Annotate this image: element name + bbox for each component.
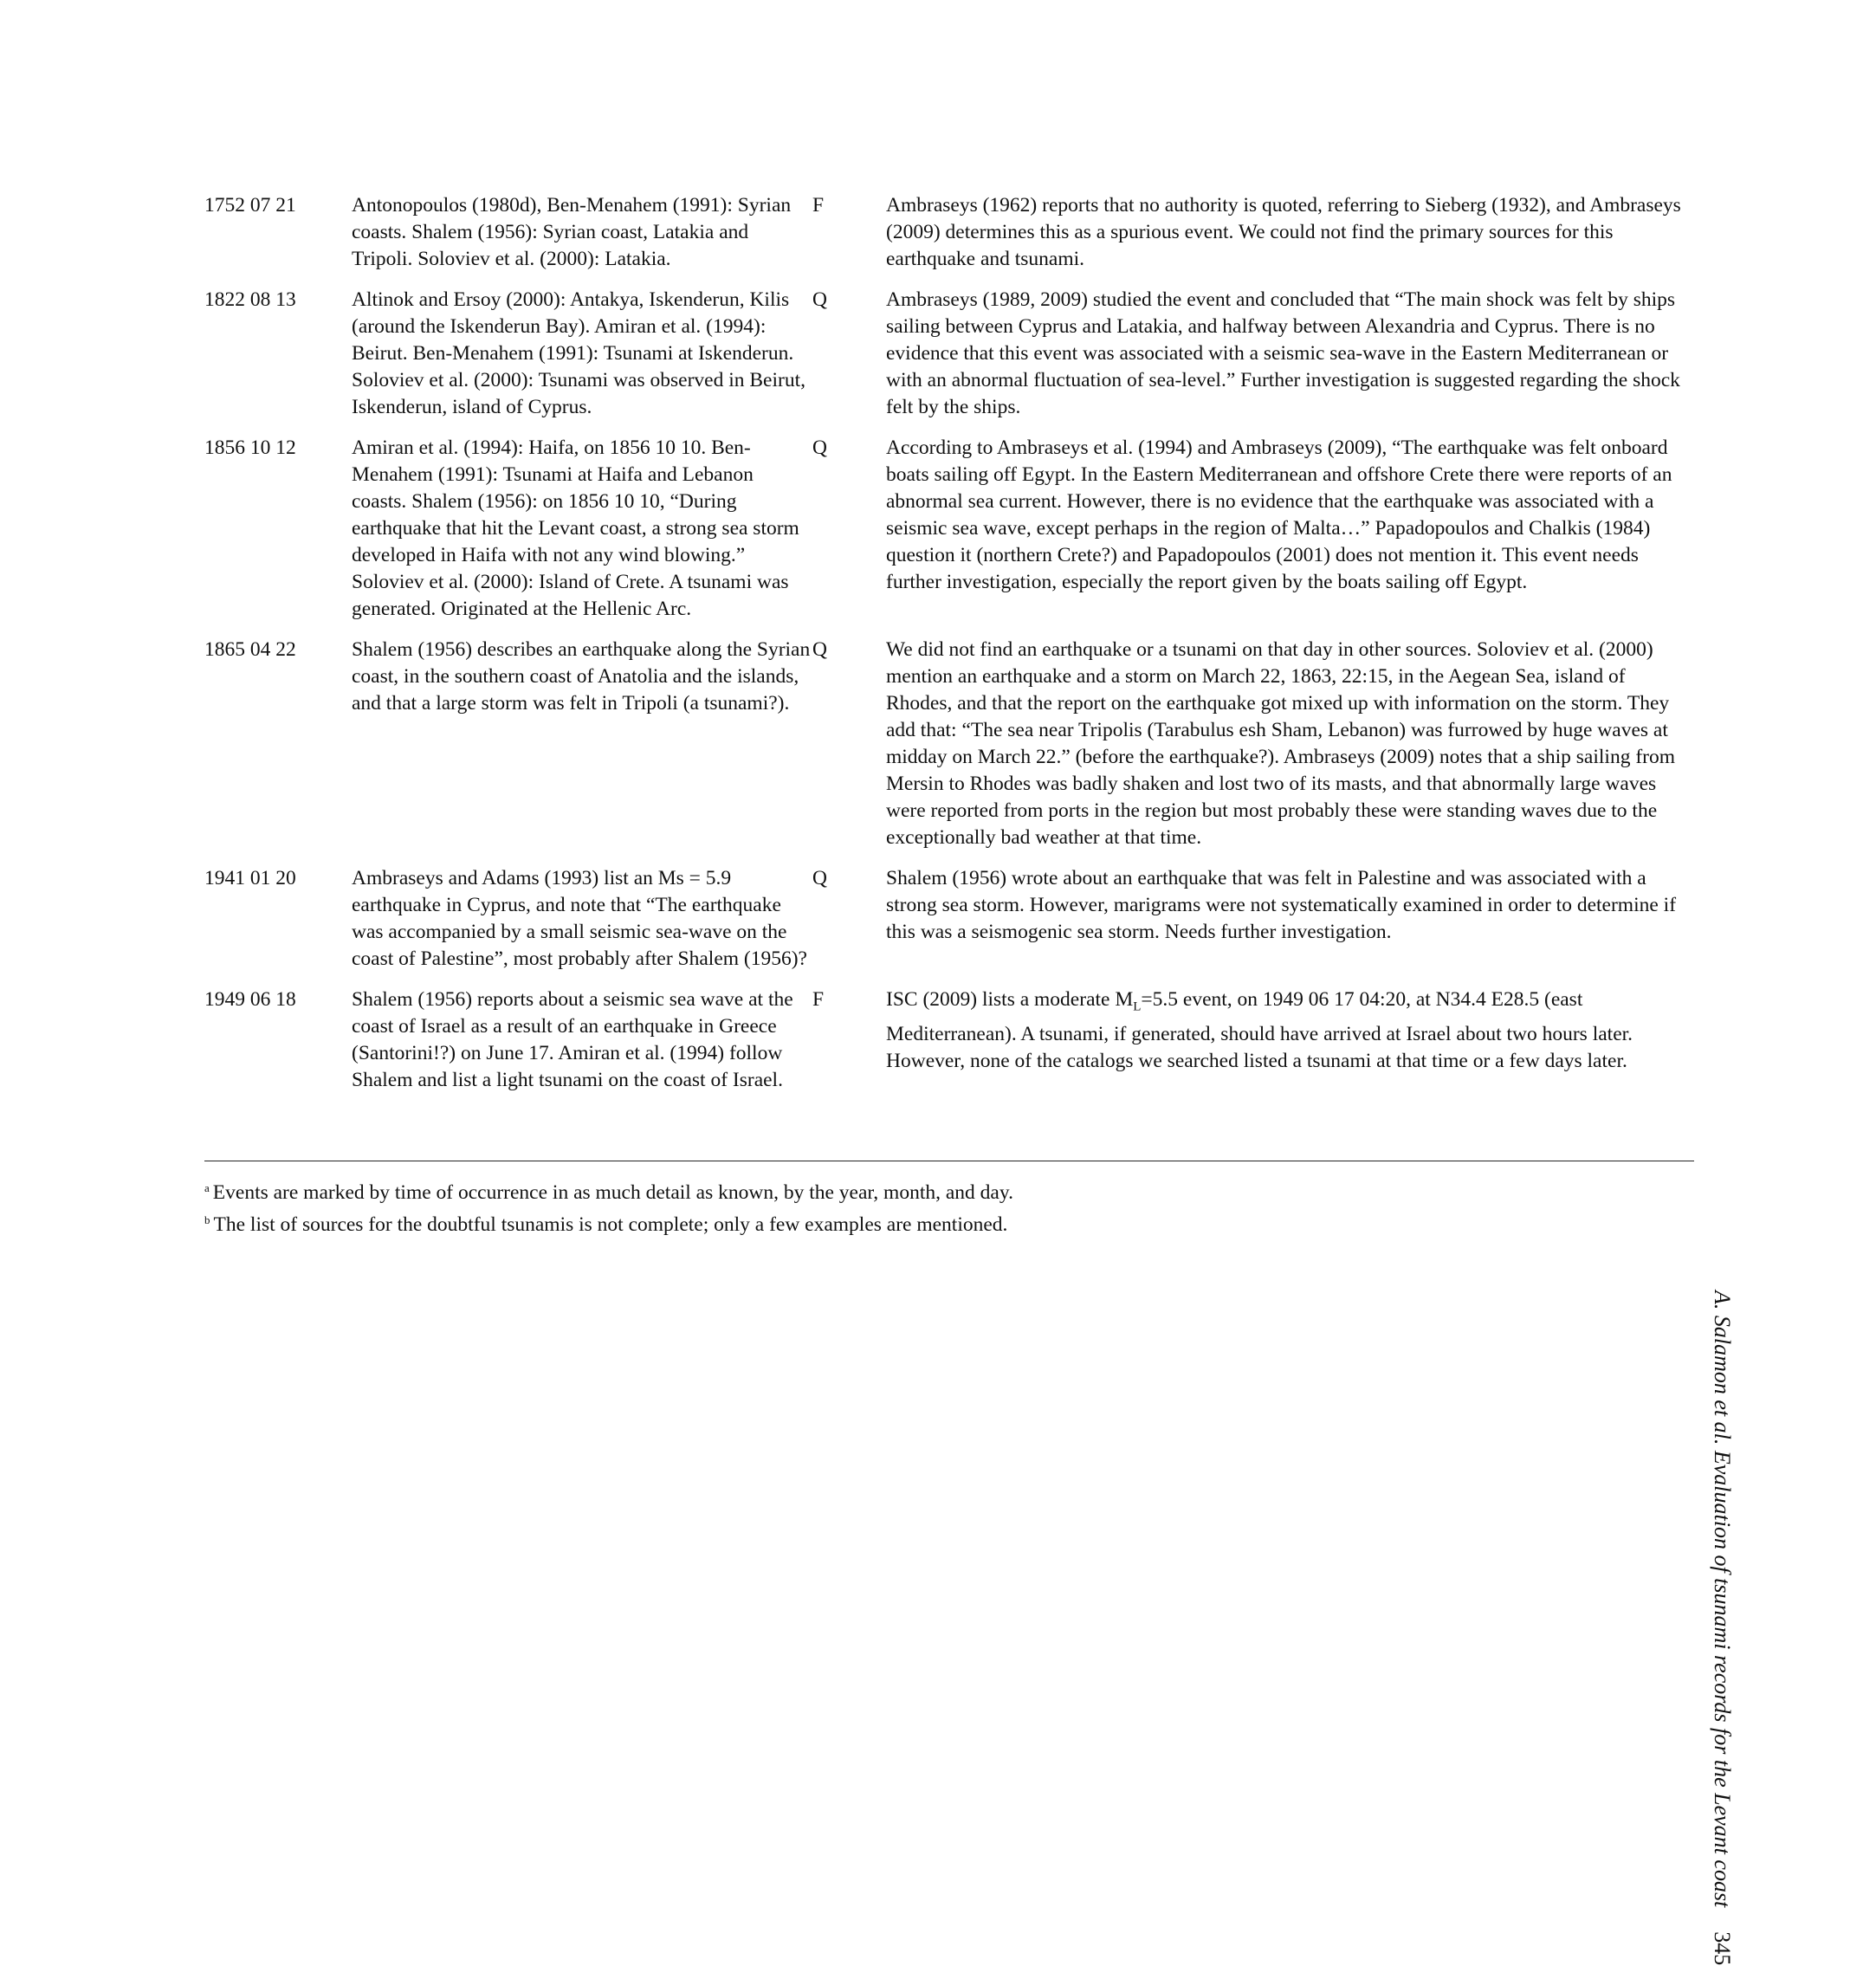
event-date: 1865 04 22 xyxy=(204,638,296,661)
event-code: Q xyxy=(812,867,827,889)
event-code: F xyxy=(812,194,825,217)
event-date: 1941 01 20 xyxy=(204,867,296,889)
table-row xyxy=(204,986,1694,1094)
table-row xyxy=(204,637,1694,851)
running-head xyxy=(1709,1290,1735,1966)
event-code: Q xyxy=(812,437,827,459)
event-sources: Amiran et al. (1994): Haifa, on 1856 10 10. Ben-Menahem (1991): Tsunami at Haifa and Lebanon coasts. Shalem (1956): on 1856 10 10, “During earthquake that hit the Levant coast, a strong sea storm developed in Haifa with not any wind blowing.” Soloviev et al. (2000): Island of Crete. A tsunami was generated. Originated at the Hellenic Arc. xyxy=(352,437,799,620)
table-row xyxy=(204,287,1694,421)
event-sources: Altinok and Ersoy (2000): Antakya, Iskenderun, Kilis (around the Iskenderun Bay). Amiran et al. (1994): Beirut. Ben-Menahem (1991): Tsunami at Iskenderun. Soloviev et al. (2000): Tsunami was observed in Beirut, Iskenderun, island of Cyprus. xyxy=(352,288,805,418)
event-sources: Shalem (1956) describes an earthquake along the Syrian coast, in the southern coast of Anatolia and the islands, and that a large storm was felt in Tripoli (a tsunami?). xyxy=(352,638,811,715)
footnote-b xyxy=(204,1206,1694,1238)
event-code: Q xyxy=(812,638,827,661)
event-date: 1752 07 21 xyxy=(204,194,296,217)
event-sources: Ambraseys and Adams (1993) list an Ms = 5.9 earthquake in Cyprus, and note that “The earthquake was accompanied by a small seismic sea-wave on the coast of Palestine”, most probably after Shalem (1956)? xyxy=(352,867,807,970)
table-row xyxy=(204,435,1694,623)
table-row xyxy=(204,865,1694,973)
event-note xyxy=(886,986,1692,1075)
table-row xyxy=(204,192,1694,273)
footnote-text: Events are marked by time of occurrence in as much detail as known, by the year, month, and day. xyxy=(212,1181,1013,1204)
footnote-text: The list of sources for the doubtful tsunamis is not complete; only a few examples are mentioned. xyxy=(213,1213,1008,1236)
event-note: Ambraseys (1962) reports that no authority is quoted, referring to Sieberg (1932), and Ambraseys (2009) determines this as a spurious event. We could not find the primary sources for this earthquake and tsunami. xyxy=(886,194,1681,270)
event-sources: Antonopoulos (1980d), Ben-Menahem (1991): Syrian coasts. Shalem (1956): Syrian coast, Latakia and Tripoli. Soloviev et al. (2000): Latakia. xyxy=(352,194,792,270)
event-note: Shalem (1956) wrote about an earthquake that was felt in Palestine and was associated with a strong sea storm. However, marigrams were not systematically examined in order to determine if this was a seismogenic sea storm. Needs further investigation. xyxy=(886,867,1677,943)
note-text-post: =5.5 event, on 1949 06 17 04:20, at N34.4 E28.5 (east Mediterranean). A tsunami, if generated, should have arrived at Israel about two hours later. However, none of the catalogs we searched listed a tsunami at that time or a few days later. xyxy=(886,988,1633,1072)
tsunami-table xyxy=(204,192,1694,1108)
event-date: 1949 06 18 xyxy=(204,988,296,1011)
footnote-mark: a xyxy=(204,1181,210,1194)
running-head-title: A. Salamon et al. Evaluation of tsunami records for the Levant coast xyxy=(1710,1290,1735,1908)
footnote-a xyxy=(204,1174,1694,1206)
event-sources: Shalem (1956) reports about a seismic sea wave at the coast of Israel as a result of an earthquake in Greece (Santorini!?) on June 17. Amiran et al. (1994) follow Shalem and list a light tsunami on the coast of Israel. xyxy=(352,988,793,1091)
event-code: F xyxy=(812,988,825,1011)
event-note: According to Ambraseys et al. (1994) and Ambraseys (2009), “The earthquake was felt onboard boats sailing off Egypt. In the Eastern Mediterranean and offshore Crete there were reports of an abnormal sea current. However, there is no evidence that the earthquake was associated with a seismic sea wave, except perhaps in the region of Malta…” Papadopoulos and Chalkis (1984) question it (northern Crete?) and Papadopoulos (2001) does not mention it. This event needs further investigation, especially the report given by the boats sailing off Egypt. xyxy=(886,437,1672,593)
event-date: 1822 08 13 xyxy=(204,288,296,311)
event-code: Q xyxy=(812,288,827,311)
footnotes xyxy=(204,1174,1694,1238)
note-text-pre: ISC (2009) lists a moderate M xyxy=(886,988,1134,1011)
event-note: We did not find an earthquake or a tsunami on that day in other sources. Soloviev et al. (2000) mention an earthquake and a storm on March 22, 1863, 22:15, in the Aegean Sea, island of Rhodes, and that the report on the earthquake got mixed up with information on the storm. They add that: “The sea near Tripolis (Tarabulus esh Sham, Lebanon) was furrowed by huge waves at midday on March 22.” (before the earthquake?). Ambraseys (2009) notes that a ship sailing from Mersin to Rhodes was badly shaken and lost two of its masts, and that abnormally large waves were reported from ports in the region but most probably these were standing waves due to the exceptionally bad weather at that time. xyxy=(886,638,1676,849)
footnote-mark: b xyxy=(204,1213,210,1226)
page-number: 345 xyxy=(1710,1931,1735,1966)
event-date: 1856 10 12 xyxy=(204,437,296,459)
magnitude-subscript: L xyxy=(1133,999,1142,1014)
event-note: Ambraseys (1989, 2009) studied the event and concluded that “The main shock was felt by ships sailing between Cyprus and Latakia, and halfway between Alexandria and Cyprus. There is no evidence that this event was associated with a seismic sea-wave in the Eastern Mediterranean or with an abnormal fluctuation of sea-level.” Further investigation is suggested regarding the shock felt by the ships. xyxy=(886,288,1680,418)
